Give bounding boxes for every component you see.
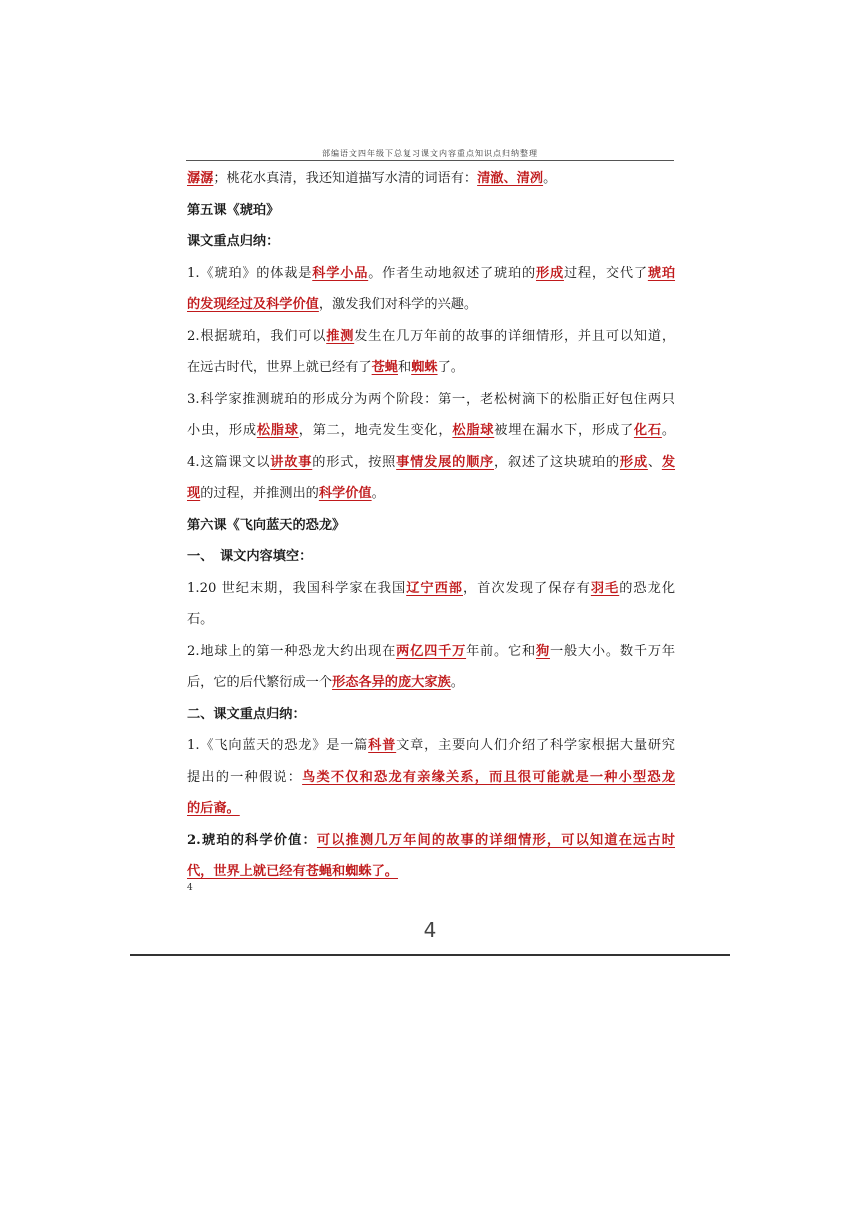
answer-text: 苍蝇 — [371, 360, 398, 375]
body-text: 。 — [543, 171, 557, 186]
body-text: 年前。它和 — [466, 643, 536, 659]
text-line — [187, 352, 675, 384]
answer-text: 蜘蛛 — [411, 360, 438, 375]
text-line — [187, 321, 675, 353]
heading-text: 一、 课文内容填空： — [187, 549, 313, 564]
body-text: 1.《琥珀》的体裁是 — [187, 265, 313, 281]
body-text: ，首次发现了保存有 — [463, 580, 591, 596]
text-line — [187, 573, 675, 605]
text-line — [187, 793, 675, 825]
heading-text: 第六课《飞向蓝天的恐龙》 — [187, 517, 346, 533]
text-line — [187, 730, 675, 762]
text-line — [187, 478, 675, 510]
body-text: 和 — [398, 360, 412, 375]
body-text: 1.20 世纪末期，我国科学家在我国 — [187, 580, 407, 596]
text-line — [187, 762, 675, 794]
text-line — [187, 226, 675, 258]
answer-text: 琥珀 — [647, 265, 676, 281]
heading-text: 课文重点归纳： — [187, 234, 280, 249]
answer-text: 清澈、清冽 — [477, 171, 544, 186]
body-text: 。 — [661, 423, 676, 438]
body-text: 文章，主要向人们介绍了科学家根据大量研究 — [396, 738, 675, 753]
body-text: 小虫，形成 — [187, 423, 257, 438]
answer-text: 科普 — [368, 738, 397, 753]
text-line — [187, 163, 675, 195]
answer-text: 化石 — [633, 423, 662, 438]
answer-text: 形成 — [619, 454, 648, 470]
answer-text: 形态各异的庞大家族 — [332, 675, 451, 690]
text-line — [187, 510, 675, 542]
answer-text: 讲故事 — [270, 454, 313, 470]
text-line — [187, 195, 675, 227]
body-text: ，激发我们对科学的兴趣。 — [318, 297, 478, 312]
heading-text: 二、课文重点归纳： — [187, 706, 306, 722]
body-text: 了。 — [437, 360, 464, 375]
answer-text: 羽毛 — [590, 580, 620, 596]
answer-text: 代，世界上就已经有苍蝇和蜘蛛了。 — [187, 864, 398, 879]
body-text: 2.根据琥珀，我们可以 — [187, 328, 327, 344]
body-text: 提出的一种假说： — [187, 769, 303, 785]
footnote-page-number: 4 — [187, 883, 193, 893]
text-line — [187, 699, 675, 731]
body-text: 2.地球上的第一种恐龙大约出现在 — [187, 643, 397, 659]
text-line — [187, 289, 675, 321]
answer-text: 可以推测几万年间的故事的详细情形，可以知道在远古时 — [316, 832, 675, 848]
body-text: 的形式，按照 — [312, 454, 397, 470]
heading-text: 第五课《琥珀》 — [187, 202, 280, 218]
answer-text: 辽宁西部 — [406, 580, 463, 596]
body-text: 。 — [450, 675, 464, 690]
answer-text: 事情发展的顺序 — [396, 454, 495, 470]
text-line — [187, 856, 675, 888]
answer-text: 松脂球 — [452, 423, 495, 438]
text-line — [187, 447, 675, 479]
text-line — [187, 667, 675, 699]
body-text: 过程，交代了 — [563, 265, 648, 281]
body-text: 一般大小。数千万年 — [549, 643, 676, 659]
body-text: 。 — [371, 486, 385, 501]
body-text: 的恐龙化 — [619, 580, 676, 596]
body-text: 后，它的后代繁衍成一个 — [187, 675, 333, 690]
body-text: 被埋在漏水下，形成了 — [494, 423, 634, 438]
answer-text: 科学小品 — [312, 265, 369, 281]
answer-text: 形成 — [535, 265, 564, 281]
body-text: 。作者生动地叙述了琥珀的 — [368, 265, 536, 281]
text-line — [187, 636, 675, 668]
body-text: ，叙述了这块琥珀的 — [494, 454, 620, 470]
answer-text: 推测 — [326, 328, 355, 344]
body-text: 发生在几万年前的故事的详细情形，并且可以知道， — [354, 328, 676, 344]
body-text: 3.科学家推测琥珀的形成分为两个阶段：第一，老松树滴下的松脂正好包住两只 — [187, 391, 675, 407]
body-text: 4.这篇课文以 — [187, 454, 271, 470]
answer-text: 两亿四千万 — [396, 643, 467, 659]
answer-text: 狗 — [535, 643, 550, 659]
body-text: 1.《飞向蓝天的恐龙》是一篇 — [187, 738, 369, 753]
header-rule — [186, 160, 674, 161]
body-text: 的过程，并推测出的 — [200, 486, 319, 501]
answer-text: 科学价值 — [318, 486, 372, 501]
body-text: 石。 — [187, 612, 214, 627]
answer-text: 的后裔。 — [187, 801, 240, 816]
answer-text: 的发现经过及科学价值 — [187, 297, 319, 312]
answer-text: 松脂球 — [256, 423, 299, 438]
body-text: 在远古时代，世界上就已经有了 — [187, 360, 372, 375]
document-header: 部编语文四年级下总复习课文内容重点知识点归纳整理 — [322, 149, 538, 158]
text-line — [187, 541, 675, 573]
answer-text: 现 — [187, 486, 201, 501]
heading-text: 2.琥珀的科学价值： — [187, 832, 317, 848]
answer-text: 潺潺 — [187, 171, 214, 186]
text-line — [187, 825, 675, 857]
answer-text: 鸟类不仅和恐龙有亲缘关系，而且很可能就是一种小型恐龙 — [302, 769, 676, 785]
body-text: 、 — [647, 454, 662, 470]
document-body — [187, 163, 675, 888]
body-text: ；桃花水真清，我还知道描写水清的词语有： — [213, 171, 478, 186]
text-line — [187, 415, 675, 447]
body-text: ，第二，地壳发生变化， — [298, 423, 453, 438]
answer-text: 发 — [661, 454, 676, 470]
page-number: 4 — [423, 918, 437, 942]
text-line — [187, 604, 675, 636]
bottom-rule — [130, 954, 730, 956]
text-line — [187, 258, 675, 290]
text-line — [187, 384, 675, 416]
